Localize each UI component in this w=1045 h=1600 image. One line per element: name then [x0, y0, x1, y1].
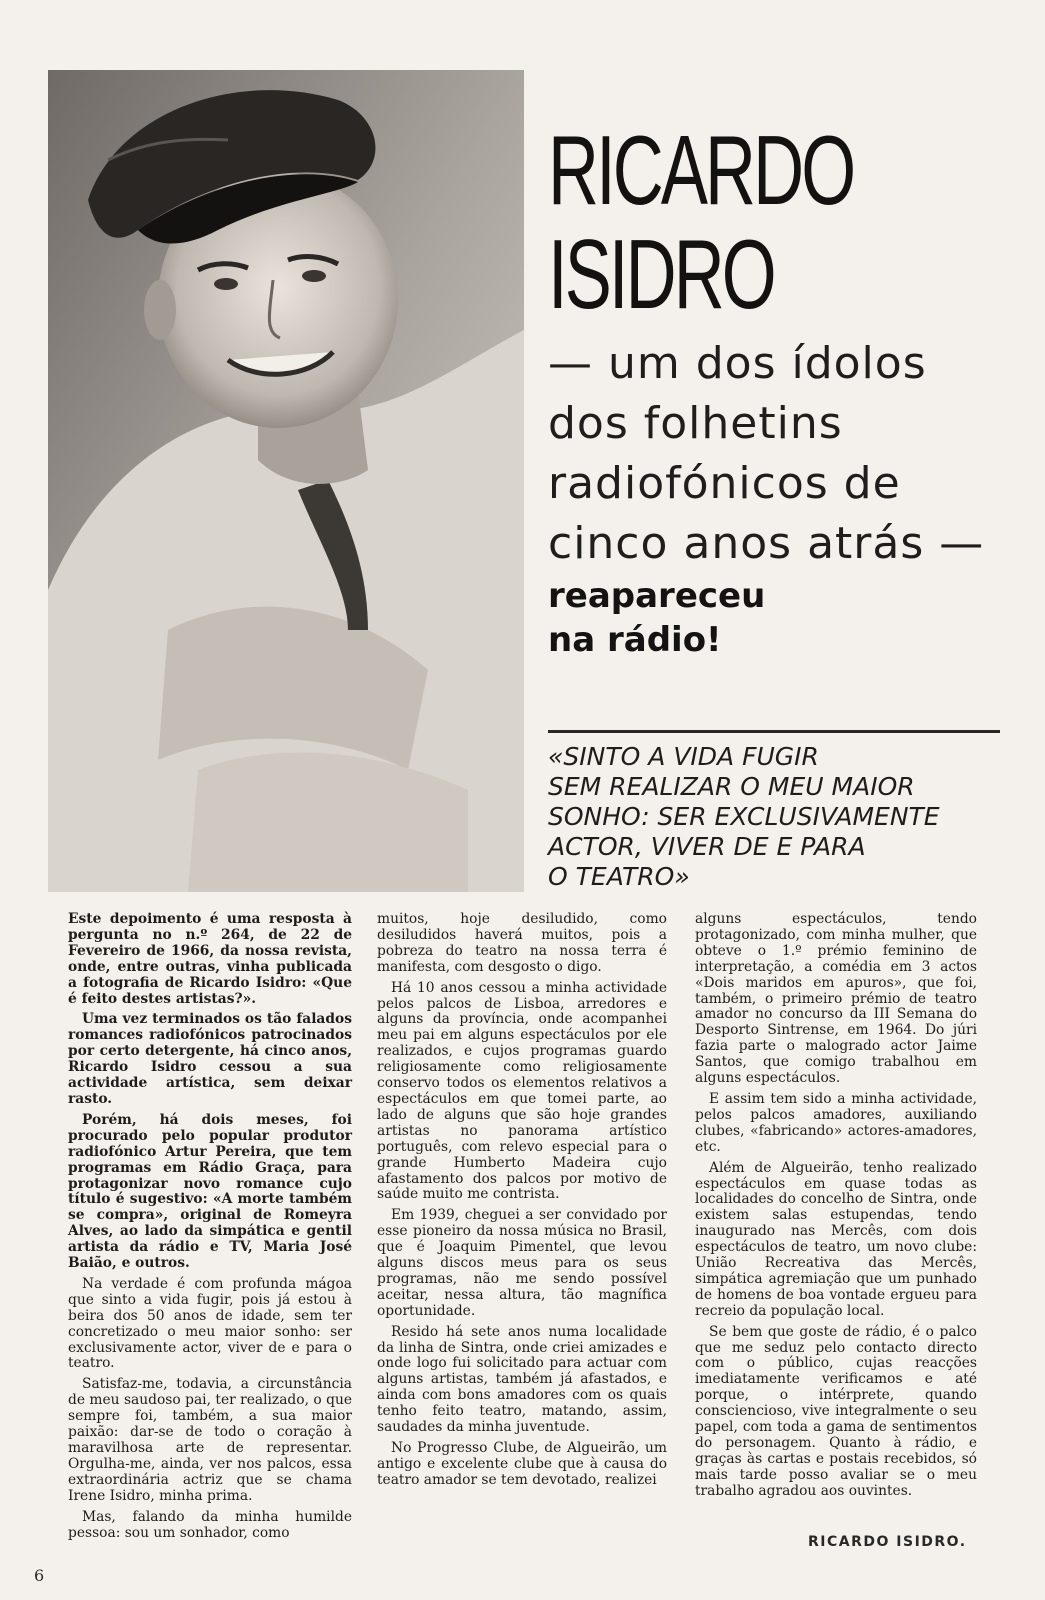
article-column-2 — [377, 912, 667, 1494]
author-signature: RICARDO ISIDRO. — [808, 1534, 967, 1550]
pull-quote — [548, 742, 1018, 892]
column3-paragraph-4: Se bem que goste de rádio, é o palco que me seduz pelo contacto directo com o público, cujas reacções imediatamente verificamos e até porque, o intérprete, quando consciencioso, vive integralmente o seu papel, com toda a gama de sentimentos do personagem. Quanto à rádio, e graças às cartas e postais recebidos, só mais tarde posso avaliar se o meu trabalho agradou aos ouvintes. — [695, 1323, 977, 1499]
bold-line-2: na rádio! — [548, 620, 722, 660]
headline-bold-kicker — [548, 574, 1008, 662]
headline-divider — [548, 730, 1000, 733]
column1-paragraph-4: Na verdade é com profunda mágoa que sinto a vida fugir, pois já estou à beira dos 50 anos de idade, sem ter concretizado o meu maior sonho: ser exclusivamente actor, viver de e para o teatro. — [68, 1275, 352, 1372]
column3-paragraph-1: alguns espectáculos, tendo protagonizado, com minha mulher, que obteve o 1.º prémio feminino de interpretação, a comédia em 3 actos «Dois maridos em apuros», que foi, também, o primeiro prémio de teatro amador no concurso da III Semana do Desporto Sintrense, em 1964. Do júri fazia parte o malogrado actor Jaime Santos, que comigo trabalhou em alguns espectáculos. — [695, 911, 977, 1087]
headline-subtitle — [548, 334, 1008, 574]
column1-paragraph-5: Satisfaz-me, todavia, a circunstância de meu saudoso pai, ter realizado, o que sempre foi, também, a sua maior paixão: dar-se de todo o coração à maravilhosa arte de representar. Orgulha-me, ainda, ver nos palcos, essa extraordinária actriz que se chama Irene Isidro, minha prima. — [68, 1376, 352, 1504]
column1-paragraph-1: Este depoimento é uma resposta à pergunta no n.º 264, de 22 de Fevereiro de 1966, da nossa revista, onde, entre outras, vinha publicada a fotografia de Ricardo Isidro: «Que é feito destes artistas?». — [68, 911, 352, 1007]
portrait-photo — [48, 70, 524, 892]
column2-paragraph-3: Em 1939, cheguei a ser convidado por esse pioneiro da nossa música no Brasil, que é Joaquim Pimentel, que levou alguns discos meus para os seus programas, não me sendo possível aceitar, nessa altura, tão magnífica oportunidade. — [377, 1207, 667, 1319]
column3-paragraph-2: E assim tem sido a minha actividade, pelos palcos amadores, auxiliando clubes, «fabricando» actores-amadores, etc. — [695, 1090, 977, 1155]
quote-line-3: SONHO: SER EXCLUSIVAMENTE — [548, 802, 940, 831]
column2-paragraph-1: muitos, hoje desiludido, como desiludidos haverá muitos, pois a pobreza do teatro na nossa terra é manifesta, com desgosto o digo. — [377, 911, 667, 975]
subtitle-line-2: dos folhetins — [548, 398, 843, 449]
column2-paragraph-4: Resido há sete anos numa localidade da linha de Sintra, onde criei amizades e onde logo fui solicitado para actuar com alguns artistas, também já afastados, e ainda com bons amadores com os quais tenho feito teatro, matando, assim, saudades da minha juventude. — [377, 1323, 667, 1436]
quote-line-1: «SINTO A VIDA FUGIR — [548, 742, 819, 771]
article-column-1 — [68, 912, 352, 1546]
page-number: 6 — [34, 1566, 45, 1585]
headline-block — [548, 115, 1008, 662]
bold-line-1: reapareceu — [548, 576, 766, 616]
column1-paragraph-3: Porém, há dois meses, foi procurado pelo popular produtor radiofónico Artur Pereira, que tem programas em Rádio Graça, para protagonizar novo romance cujo título é sugestivo: «A morte também se compra», original de Romeyra Alves, ao lado da simpática e gentil artista da rádio e TV, Maria José Baião, e outros. — [68, 1111, 352, 1272]
portrait-illustration — [48, 70, 524, 892]
subtitle-line-3: radiofónicos de — [548, 458, 901, 509]
subtitle-line-4: cinco anos atrás — — [548, 518, 985, 569]
quote-line-2: SEM REALIZAR O MEU MAIOR — [548, 772, 915, 801]
column3-paragraph-3: Além de Algueirão, tenho realizado espectáculos em quase todas as localidades do concelho de Sintra, onde existem salas estupendas, tendo inaugurado nas Mercês, com dois espectáculos de teatro, um novo clube: União Recreativa das Mercês, simpática agremiação que um punhado de homens de boa vontade ergueu para recreio da população local. — [695, 1159, 977, 1319]
quote-line-4: ACTOR, VIVER DE E PARA — [548, 832, 866, 861]
headline-title-line-2: ISIDRO — [548, 219, 774, 329]
headline-title-line-1: RICARDO — [548, 115, 854, 225]
article-column-3 — [695, 912, 977, 1505]
column1-paragraph-2: Uma vez terminados os tão falados romances radiofónicos patrocinados por certo detergente, há cinco anos, Ricardo Isidro cessou a sua actividade artística, sem deixar rasto. — [68, 1011, 352, 1107]
column2-paragraph-2: Há 10 anos cessou a minha actividade pelos palcos de Lisboa, arredores e alguns da província, onde acompanhei meu pai em alguns espectáculos por ele realizados, e cujos programas guardo religiosamente como religiosamente conservo todos os elementos relativos a espectáculos em que tomei parte, ao lado de alguns que são hoje grandes artistas no panorama artístico português, com relevo especial para o grande Humberto Madeira cujo afastamento dos palcos por motivo de saúde muito me contrista. — [377, 979, 667, 1203]
column2-paragraph-5: No Progresso Clube, de Algueirão, um antigo e excelente clube que à causa do teatro amador se tem devotado, realizei — [377, 1440, 667, 1488]
subtitle-line-1: — um dos ídolos — [548, 338, 927, 389]
quote-line-5: O TEATRO» — [548, 862, 690, 891]
column1-paragraph-6: Mas, falando da minha humilde pessoa: sou um sonhador, como — [68, 1508, 352, 1541]
